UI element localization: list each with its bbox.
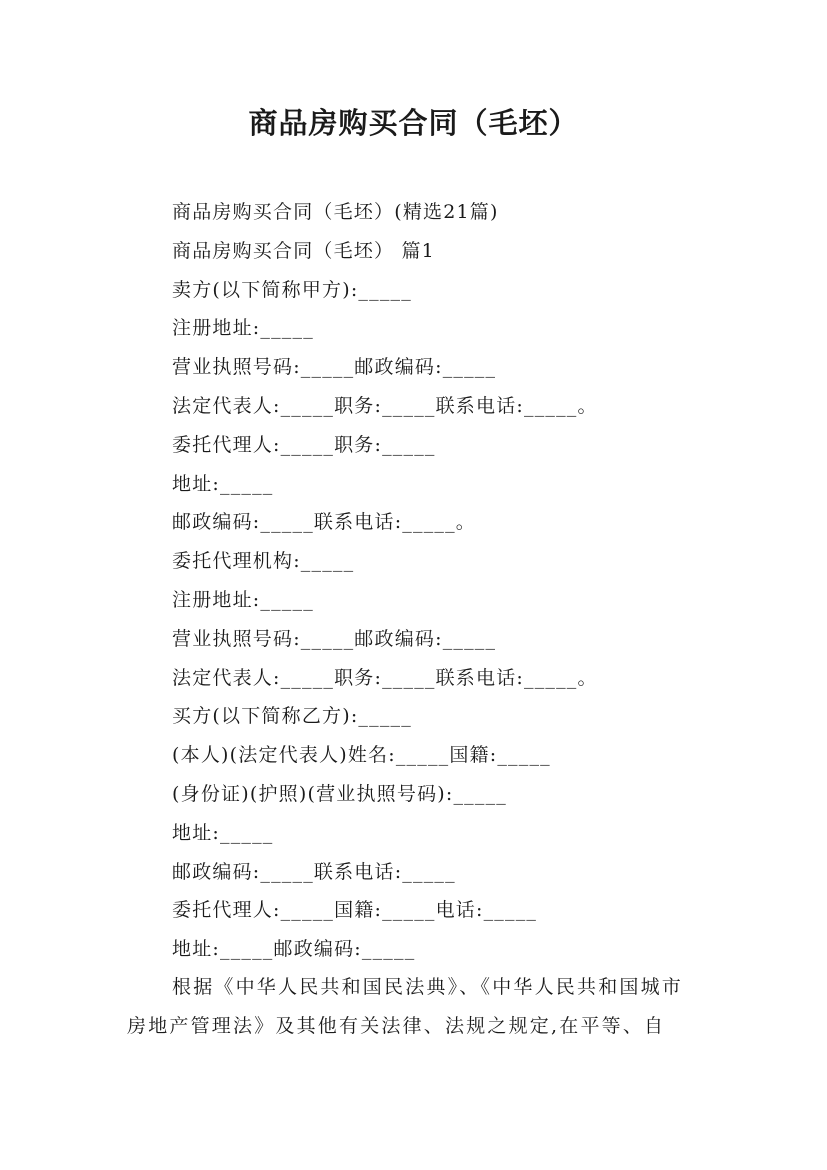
buyer-agent: 委托代理人:_____国籍:_____电话:_____ [172, 899, 538, 922]
seller-postcode-phone: 邮政编码:_____联系电话:_____。 [172, 511, 477, 534]
agency-license-postcode: 营业执照号码:_____邮政编码:_____ [172, 627, 497, 650]
seller-license-postcode: 营业执照号码:_____邮政编码:_____ [172, 356, 497, 379]
seller-registered-address: 注册地址:_____ [172, 317, 314, 340]
buyer-id-number: (身份证)(护照)(营业执照号码):_____ [172, 782, 507, 805]
paragraph-line: 根据《中华人民共和国民法典》、《中华人民共和国城市 [172, 976, 684, 998]
buyer-postcode-phone: 邮政编码:_____联系电话:_____ [172, 860, 456, 883]
buyer-address: 地址:_____ [172, 821, 274, 844]
seller-legal-representative: 法定代表人:_____职务:_____联系电话:_____。 [172, 394, 598, 417]
seller-address: 地址:_____ [172, 472, 274, 495]
paragraph-line: 房地产管理法》及其他有关法律、法规之规定,在平等、自 [127, 1015, 666, 1037]
section-heading: 商品房购买合同（毛坯） 篇1 [172, 239, 435, 262]
seller-line: 卖方(以下简称甲方):_____ [172, 278, 412, 301]
agency-legal-representative: 法定代表人:_____职务:_____联系电话:_____。 [172, 666, 598, 689]
agency-registered-address: 注册地址:_____ [172, 588, 314, 611]
contract-lines [172, 193, 732, 969]
buyer-name-nationality: (本人)(法定代表人)姓名:_____国籍:_____ [172, 744, 551, 767]
buyer-line: 买方(以下简称乙方):_____ [172, 705, 412, 728]
body-paragraph [127, 968, 707, 1046]
subtitle-line: 商品房购买合同（毛坯）(精选21篇) [172, 201, 499, 223]
buyer-agent-address: 地址:_____邮政编码:_____ [172, 938, 416, 961]
document-title: 商品房购买合同（毛坯） [248, 106, 579, 140]
seller-agent: 委托代理人:_____职务:_____ [172, 433, 436, 456]
agency-line: 委托代理机构:_____ [172, 550, 355, 573]
